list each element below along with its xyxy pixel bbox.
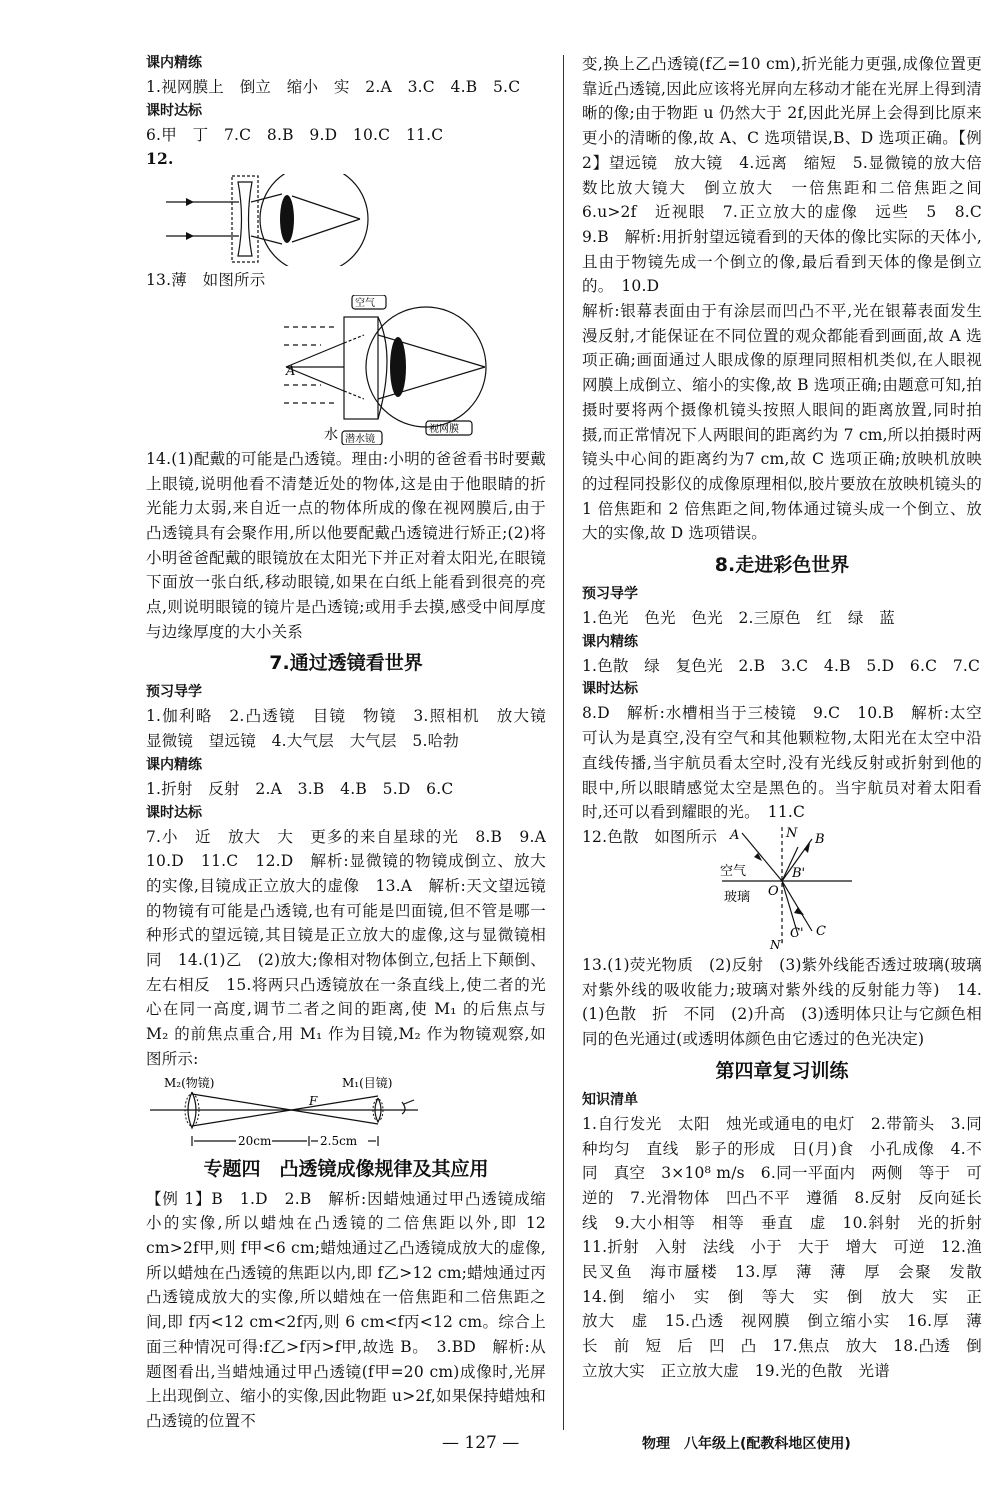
answer-line: 1.伽利略 2.凸透镜 目镜 物镜 3.照相机 放大镜 显微镜 望远镜 4.大气层 大气层 5.哈勃 <box>146 707 562 751</box>
ray-a-label: A <box>730 827 740 843</box>
answer-paragraph: 变,换上乙凸透镜(f乙=10 cm),折光能力更强,成像位置更靠近凸透镜,因此应该将光屏向左移动才能在光屏上得到清晰的像;由于物距 u 仍然大于 2f,因此光屏上会得到比原来更小的清晰的像,故 A、C 选项错误,B、D 选项正确。【例 2】望远镜 放大镜 4.远离 缩短 5.显微镜的放大倍数比放大镜大 倒立放大 一倍焦距和二倍焦距之间 6.u>2f 近视眼 7.正立放大的虚像 远些 5 8.C 9.B 解析:用折射望远镜看到的天体的像比实际的天体小,且由于物镜先成一个倒立的像,最后看到天体的像是倒立的。 10.D <box>582 55 998 296</box>
book-title: 物理 八年级上(配教科地区使用) <box>642 1436 851 1452</box>
section-label: 知识清单 <box>582 1091 638 1108</box>
objective-label: M₂(物镜) <box>164 1075 215 1090</box>
point-o-label: O <box>768 883 779 899</box>
answer-paragraph: 解析:银幕表面由于有涂层而凹凸不平,光在银幕表面发生漫反射,才能保证在不同位置的观众都能看到画面,故 A 选项正确;画面通过人眼成像的原理同照相机类似,在人眼视网膜上成倒立、缩小的实像,故 B 选项正确;由题意可知,拍摄时要将两个摄像机镜头按照人眼间的距离放置,同时拍摄,而正常情况下人两眼间的距离约为 7 cm,所以拍摄时两镜头中心间的距离约为7 cm,故 C 选项正确;放映机放映的过程同投影仪的成像原理相似,胶片要放在放映机镜头的 1 倍焦距和 2 倍焦距之间,物体通过镜头成一个倒立、放大的实像,故 D 选项错误。 <box>582 302 982 543</box>
answer-line: 1.折射 反射 2.A 3.B 4.B 5.D 6.C <box>146 779 454 798</box>
focus-label: F <box>309 1093 318 1108</box>
eyepiece-distance: 2.5cm <box>320 1133 358 1148</box>
answer-paragraph: 【例 1】B 1.D 2.B 解析:因蜡烛通过甲凸透镜成缩小的实像,所以蜡烛在凸透镜的二倍焦距以外,即 12 cm>2f甲,则 f甲<6 cm;蜡烛通过乙凸透镜成放大的虚像,所以蜡烛在凸透镜的焦距以内,即 f乙>12 cm;蜡烛通过丙凸透镜成放大的实像,所以蜡烛在一倍焦距和二倍焦距之间,即 f丙<12 cm<2f丙,则 6 cm<f丙<12 cm。综合上面三种情况可得:f乙>f丙>f甲,故选 B。 3.BD 解析:从题图看出,当蜡烛通过甲凸透镜(f甲=20 cm)成像时,光屏上出现倒立、缩小的实像,因此物距 u>2f,如果保持蜡烛和凸透镜的位置不 <box>146 1189 546 1430</box>
diving-mask-figure <box>146 295 546 445</box>
section-label: 预习导学 <box>582 586 638 603</box>
myopia-correction-figure <box>146 174 546 266</box>
answer-line: 1.色光 色光 色光 2.三原色 红 绿 蓝 <box>582 609 895 628</box>
section-label: 预习导学 <box>146 684 202 701</box>
answer-paragraph: 13.(1)荧光物质 (2)反射 (3)紫外线能否透过玻璃(玻璃对紫外线的吸收能力;玻璃对紫外线的反射能力等) 14.(1)色散 折 不同 (2)升高 (3)透明体只让与它颜色相同的色光通过(或透明体颜色由它透过的色光决定) <box>582 955 982 1049</box>
section-label: 课时达标 <box>146 804 202 821</box>
answer-paragraph: 7.小 近 放大 大 更多的来自星球的光 8.B 9.A 10.D 11.C 12.D 解析:显微镜的物镜成倒立、放大的实像,目镜成正立放大的虚像 13.A 解析:天文望远镜的物镜有可能是凸透镜,也有可能是凹面镜,但不管是哪一种形式的望远镜,其目镜是正立放大的虚像,这与显微镜相同 14.(1)乙 (2)放大;像相对物体倒立,包括上下颠倒、左右相反 15.将两只凸透镜放在一条直线上,使二者的光心在同一高度,调节二者之间的距离,使 M₁ 的后焦点与 M₂ 的前焦点重合,用 M₁ 作为目镜,M₂ 作为物镜观察,如图所示: <box>146 827 562 1068</box>
section-label: 课时达标 <box>582 681 638 698</box>
dispersion-figure <box>712 825 862 953</box>
question-13: 13.薄 如图所示 <box>146 271 266 290</box>
ray-c-label: C <box>816 923 826 939</box>
dispersion-block <box>582 825 982 953</box>
section-heading: 8.走进彩色世界 <box>714 554 850 577</box>
section-heading: 专题四 凸透镜成像规律及其应用 <box>203 1157 489 1180</box>
glass-label: 玻璃 <box>724 889 751 905</box>
section-label: 课内精练 <box>146 55 202 71</box>
section-heading: 第四章复习训练 <box>715 1059 849 1082</box>
answer-line: 1.色散 绿 复色光 2.B 3.C 4.B 5.D 6.C 7.C <box>582 656 981 675</box>
answer-line: 6.甲 丁 7.C 8.B 9.D 10.C 11.C <box>146 125 444 144</box>
ray-b-prime-label: B' <box>792 865 806 881</box>
telescope-figure <box>146 1074 546 1150</box>
section-label: 课内精练 <box>146 756 202 773</box>
answer-paragraph: 8.D 解析:水槽相当于三棱镜 9.C 10.B 解析:太空可认为是真空,没有空气和其他颗粒物,太阳光在太空中沿直线传播,当宇航员看太空时,没有光线反射或折射到他的眼中,所以眼睛感觉太空是黑色的。当宇航员对着太阳看时,还可以看到耀眼的光。 11.C <box>582 704 982 822</box>
question-12: 12.色散 如图所示 <box>582 827 718 846</box>
air-label: 空气 <box>355 297 375 309</box>
answer-line: 1.视网膜上 倒立 缩小 实 2.A 3.C 4.B 5.C <box>146 78 521 96</box>
page-number: — 127 — <box>442 1433 520 1453</box>
ray-b-label: B <box>815 831 825 847</box>
right-column <box>582 52 998 1384</box>
section-label: 课内精练 <box>582 633 638 650</box>
eyepiece-label: M₁(目镜) <box>342 1075 393 1090</box>
section-heading: 7.通过透镜看世界 <box>269 652 423 675</box>
ray-c-prime-label: C' <box>790 925 804 941</box>
answer-paragraph: 14.(1)配戴的可能是凸透镜。理由:小明的爸爸看书时要戴上眼镜,说明他看不清楚近处的物体,这是由于他眼睛的折光能力太弱,来自近一点的物体所成的像在视网膜后,由于凸透镜具有会聚作用,所以他要配戴凸透镜进行矫正;(2)将小明爸爸配戴的眼镜放在太阳光下并正对着太阳光,在眼镜下面放一张白纸,移动眼镜,如果在白纸上能看到很亮的亮点,则说明眼镜的镜片是凸透镜;或用手去摸,感受中间厚度与边缘厚度的大小关系 <box>146 449 546 641</box>
objective-distance: 20cm <box>238 1133 272 1148</box>
normal-n-label: N <box>786 825 798 841</box>
left-column <box>146 52 562 1434</box>
normal-n-prime-label: N' <box>770 937 784 952</box>
section-label: 课时达标 <box>146 102 202 119</box>
water-label: 水 <box>324 426 338 443</box>
question-number: 12. <box>146 149 174 169</box>
air-label: 空气 <box>720 863 747 879</box>
answer-paragraph: 1.自行发光 太阳 烛光或通电的电灯 2.带箭头 3.同种均匀 直线 影子的形成 日(月)食 小孔成像 4.不同 真空 3×10⁸ m/s 6.同一平面内 两侧 等于 可逆的 7.光滑物体 凹凸不平 遵循 8.反射 反向延长线 9.大小相等 相等 垂直 虚 10.斜射 光的折射 11.折射 入射 法线 小于 大于 增大 可逆 12.渔民叉鱼 海市蜃楼 13.厚 薄 薄 厚 会聚 发散 14.倒 缩小 实 倒 等大 实 倒 放大 实 正 放大 虚 15.凸透 视网膜 倒立缩小实 16.厚 薄 长 前 短 后 凹 凸 17.焦点 放大 18.凸透 倒立放大实 正立放大虚 19.光的色散 光谱 <box>582 1114 998 1380</box>
svg-text:A: A <box>286 363 296 379</box>
mask-label: 潜水镜 <box>345 433 375 445</box>
retina-label: 视网膜 <box>429 423 459 435</box>
column-divider <box>563 55 564 1430</box>
